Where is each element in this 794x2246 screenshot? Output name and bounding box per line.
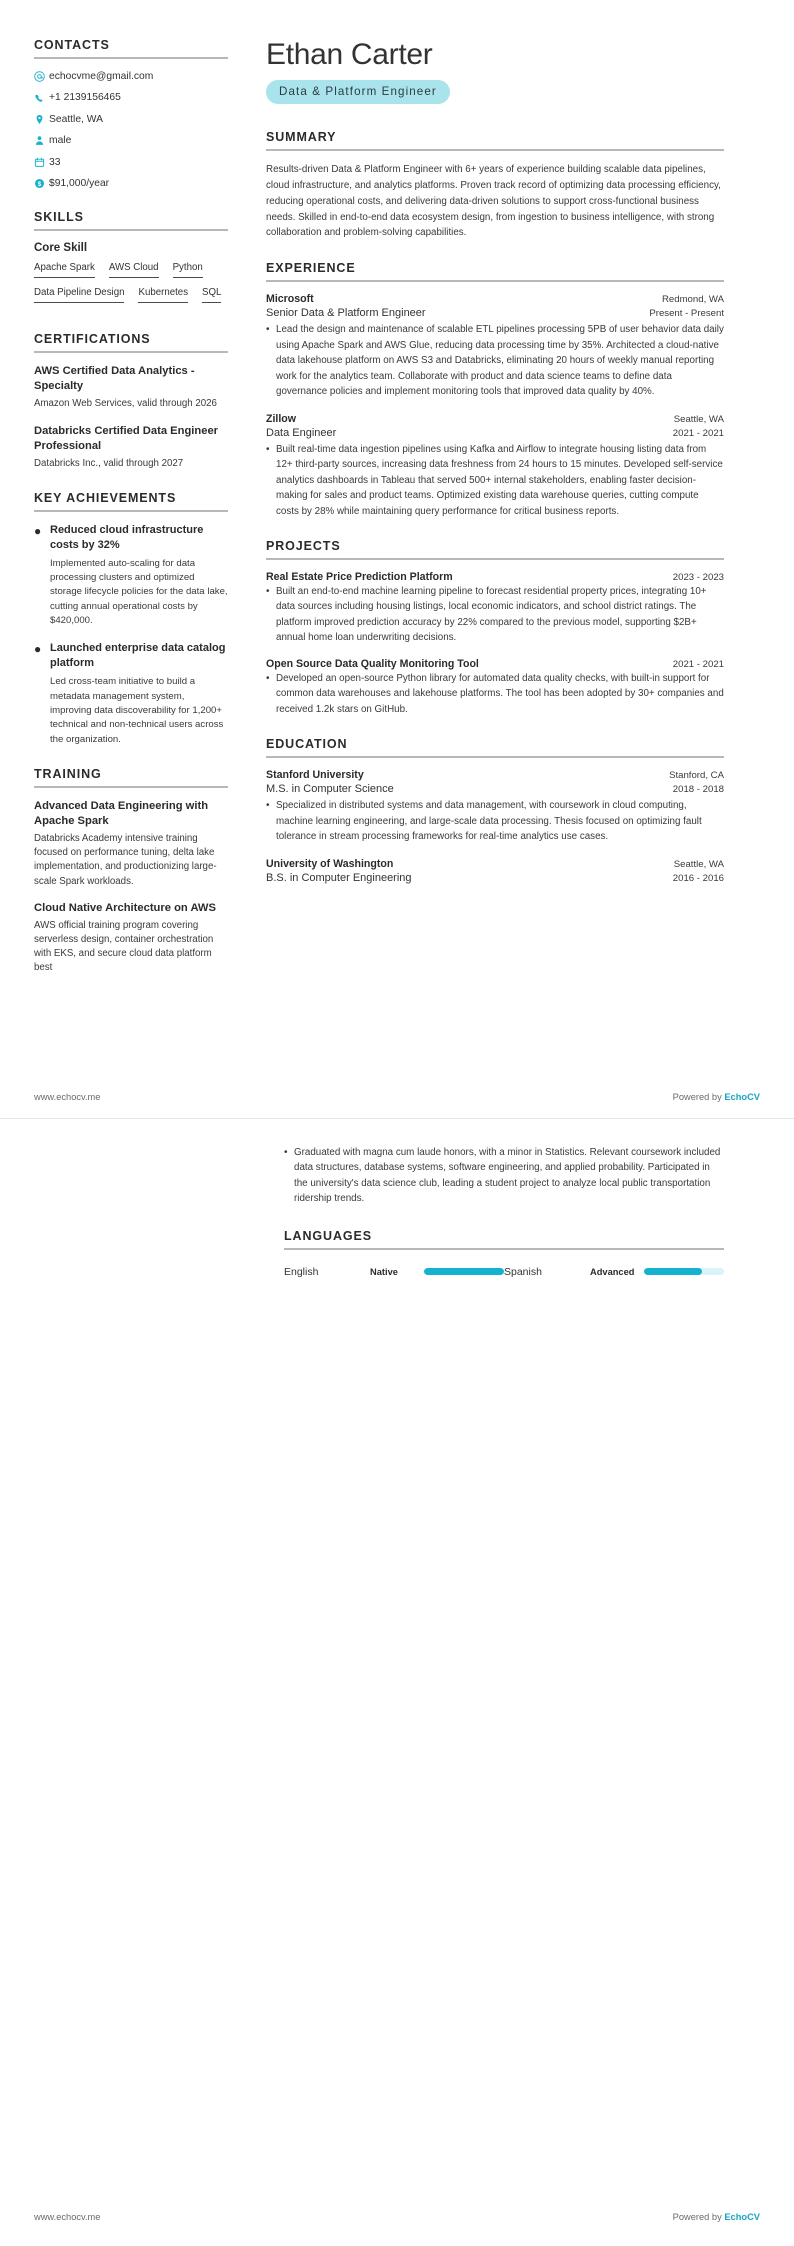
project-bullet-text: Built an end-to-end machine learning pipeline to forecast residential property prices, integrating 10+ data sources including housing listings, local economic indicators, and school district ratings. The platform improved prediction accuracy by 22% compared to the previous model, supporting $2B+ annual home loan underwriting decisions.: [276, 585, 707, 644]
bullet-icon: •: [266, 672, 270, 684]
bullet-icon: •: [266, 800, 270, 812]
footer-site[interactable]: www.echocv.me: [34, 2212, 101, 2222]
job-title-badge: Data & Platform Engineer: [266, 80, 450, 104]
education-item: [266, 769, 724, 844]
skill-chip: Data Pipeline Design: [34, 287, 124, 303]
language-level: Native: [370, 1266, 398, 1277]
section-education: [266, 737, 724, 883]
section-summary: [266, 130, 724, 241]
education-location: Stanford, CA: [669, 770, 724, 782]
education-dates: 2018 - 2018: [672, 784, 724, 796]
contacts-divider: [34, 57, 228, 59]
section-certifications: [34, 332, 228, 471]
certification-title: Databricks Certified Data Engineer Professional: [34, 424, 219, 452]
section-projects: [266, 539, 724, 717]
language-proficiency-bar: [644, 1268, 724, 1275]
experience-org: Zillow: [266, 412, 297, 425]
key-achievement-desc: Led cross-team initiative to build a metadata management system, improving data discoverability for 1,200+ technical and non-technical users across the organization.: [50, 676, 224, 745]
section-key-achievements: [34, 491, 228, 747]
footer-brand[interactable]: [673, 2212, 760, 2222]
education-location: Seattle, WA: [673, 858, 724, 870]
language-item: [284, 1266, 504, 1278]
certification-title: AWS Certified Data Analytics - Specialty: [34, 365, 195, 393]
footer-powered-prefix: Powered by: [672, 1092, 725, 1102]
project-bullet: [266, 584, 724, 646]
experience-org: Microsoft: [266, 293, 314, 306]
bullet-icon: •: [266, 443, 270, 455]
key-achievement-title: Reduced cloud infrastructure costs by 32%: [50, 523, 204, 551]
training-heading: TRAINING: [34, 767, 102, 782]
contact-gender-value: male: [49, 135, 72, 147]
contact-gender: [34, 134, 228, 147]
skill-chip: Apache Spark: [34, 262, 95, 278]
key-achievement-title: Launched enterprise data catalog platform: [50, 642, 226, 670]
project-item: [266, 658, 724, 717]
footer-brand[interactable]: [673, 1092, 760, 1102]
skills-list: [34, 262, 228, 312]
page-footer-2: [0, 2212, 794, 2222]
experience-dates: Present - Present: [649, 308, 724, 320]
person-icon: [34, 135, 49, 146]
contact-salary: [34, 177, 228, 190]
contact-phone-value: +1 2139156465: [49, 92, 121, 104]
experience-bullet: [266, 322, 724, 399]
training-item: [34, 799, 228, 888]
education-school: University of Washington: [266, 857, 394, 870]
svg-text:$: $: [37, 180, 42, 188]
summary-divider: [266, 149, 724, 151]
skill-chip: Python: [173, 262, 203, 278]
page-title: Ethan Carter: [266, 38, 433, 71]
summary-text: Results-driven Data & Platform Engineer with 6+ years of experience building scalable data pipelines, cloud infrastructure, and analytics platforms. Proven track record of optimizing data processing efficiency, reducing operational costs, and delivering data-driven solutions to support cross-functional business needs. Skilled in end-to-end data ecosystem design, from ingestion to business intelligence, with strong collaboration and problem-solving capabilities.: [266, 164, 721, 239]
skill-chip: Kubernetes: [138, 287, 188, 303]
footer-brand-name: EchoCV: [724, 1092, 760, 1102]
sidebar: [34, 38, 246, 995]
experience-bullet-text: Lead the design and maintenance of scalable ETL pipelines processing 5PB of user behavior data daily using Apache Spark and AWS Glue, reducing data processing time by 35%. Architected a cloud-native data lakehouse platform on AWS S3 and Databricks, eliminating 20 hours of weekly manual reporting work for the analytics team. Collaborate with product and data science teams to define data governance policies and implement monitoring tools that improved data quality by 40%.: [276, 324, 724, 398]
calendar-icon: [34, 157, 49, 168]
salary-icon: [34, 178, 49, 189]
bullet-icon: ●: [34, 642, 42, 657]
skill-chip: AWS Cloud: [109, 262, 159, 278]
project-name: Open Source Data Quality Monitoring Tool: [266, 657, 479, 670]
certification-issuer: Databricks Inc., valid through 2027: [34, 457, 184, 469]
experience-heading: EXPERIENCE: [266, 261, 356, 276]
email-icon: [34, 71, 49, 82]
education-item: [266, 858, 724, 884]
footer-site[interactable]: www.echocv.me: [34, 1092, 101, 1102]
experience-bullet: [266, 442, 724, 519]
resume-page-2: [0, 1144, 794, 1308]
bullet-icon: ●: [34, 523, 42, 538]
experience-item: [266, 293, 724, 399]
language-level: Advanced: [590, 1266, 635, 1277]
skill-chip: SQL: [202, 287, 221, 303]
location-icon: [34, 114, 49, 125]
contact-email-value: echocvme@gmail.com: [49, 71, 154, 82]
footer-powered-prefix: Powered by: [672, 2212, 725, 2222]
education-school: Stanford University: [266, 769, 364, 782]
project-dates: 2023 - 2023: [672, 571, 724, 583]
key-achievement-item: [34, 523, 228, 629]
projects-divider: [266, 558, 724, 560]
section-contacts: [34, 38, 228, 190]
experience-dates: 2021 - 2021: [672, 427, 724, 439]
key-achievements-divider: [34, 510, 228, 512]
education-bullet: [284, 1145, 724, 1207]
training-desc: Databricks Academy intensive training focused on performance tuning, delta lake implementation, and productionizing large-scale Spark workloads.: [34, 833, 217, 887]
page-break-divider: [0, 1118, 794, 1119]
certification-issuer: Amazon Web Services, valid through 2026: [34, 398, 217, 410]
contact-location-value: Seattle, WA: [49, 113, 103, 125]
contact-age-value: 33: [49, 156, 61, 168]
experience-role: Senior Data & Platform Engineer: [266, 307, 426, 320]
resume-header: [266, 38, 724, 104]
education-degree: B.S. in Computer Engineering: [266, 871, 412, 884]
contact-location: [34, 113, 228, 126]
language-proficiency-fill: [644, 1268, 702, 1275]
education-heading: EDUCATION: [266, 737, 348, 752]
certification-item: [34, 424, 228, 471]
language-item: [504, 1266, 724, 1278]
education-bullet-text: Graduated with magna cum laude honors, with a minor in Statistics. Relevant coursework included data structures, database systems, software engineering, and applied probability. Participated in the university's data science club, leading a student project to analyze local public transportation ridership trends.: [294, 1147, 721, 1205]
project-name: Real Estate Price Prediction Platform: [266, 570, 453, 583]
experience-bullet-text: Built real-time data ingestion pipelines using Kafka and Airflow to integrate housing listing data from 12+ third-party sources, increasing data freshness from 24 hours to 15 minutes. Developed self-service analytics dashboards in Tableau that served 500+ internal stakeholders, enabling faster decision-making for sales and product teams. Optimized existing data warehouse queries, cutting compute costs by 28% while maintaining query performance for critical business reports.: [276, 443, 723, 517]
language-proficiency-bar: [424, 1268, 504, 1275]
footer-brand-name: EchoCV: [724, 2212, 760, 2222]
education-bullet-text: Specialized in distributed systems and data management, with coursework in cloud computing, machine learning engineering, and large-scale data processing. Thesis focused on optimizing fault tolerance in stream processing frameworks for real-time analytics use cases.: [276, 800, 702, 843]
training-divider: [34, 786, 228, 788]
section-training: [34, 767, 228, 975]
key-achievements-heading: KEY ACHIEVEMENTS: [34, 490, 177, 505]
contact-email[interactable]: [34, 70, 228, 83]
certifications-heading: CERTIFICATIONS: [34, 332, 151, 347]
experience-divider: [266, 280, 724, 282]
experience-item: [266, 413, 724, 519]
bullet-icon: •: [284, 1147, 288, 1158]
education-divider: [266, 756, 724, 758]
contact-age: [34, 156, 228, 169]
page-footer-1: [0, 1092, 794, 1102]
summary-heading: SUMMARY: [266, 130, 337, 144]
key-achievement-item: [34, 641, 228, 747]
resume-page-1: [0, 0, 794, 995]
key-achievement-desc: Implemented auto-scaling for data processing clusters and optimized storage lifecycle policies for the data lake, cutting annual operational costs by $420,000.: [50, 557, 228, 627]
languages-list: [284, 1266, 724, 1288]
skills-heading: SKILLS: [34, 210, 84, 225]
main-content: [246, 38, 724, 904]
certifications-divider: [34, 351, 228, 353]
projects-heading: PROJECTS: [266, 538, 341, 553]
education-dates: 2016 - 2016: [672, 872, 724, 884]
training-item: [34, 901, 228, 975]
language-proficiency-fill: [424, 1268, 504, 1275]
skills-divider: [34, 229, 228, 231]
training-title: Cloud Native Architecture on AWS: [34, 901, 216, 914]
language-name: Spanish: [504, 1265, 542, 1278]
certification-item: [34, 364, 228, 411]
education-degree: M.S. in Computer Science: [266, 783, 394, 796]
experience-location: Redmond, WA: [661, 294, 724, 306]
languages-heading: LANGUAGES: [284, 1228, 372, 1243]
section-experience: [266, 261, 724, 519]
section-languages: [284, 1229, 724, 1288]
phone-icon: [34, 93, 49, 104]
training-title: Advanced Data Engineering with Apache Spark: [34, 800, 209, 828]
project-bullet: [266, 671, 724, 717]
project-bullet-text: Developed an open-source Python library for automated data quality checks, with built-in support for common data warehouses and lakehouse platforms. The tool has been adopted by 30+ companies and received 1.2k stars on GitHub.: [276, 672, 724, 715]
project-dates: 2021 - 2021: [672, 658, 724, 670]
languages-divider: [284, 1248, 724, 1250]
skills-group-title: Core Skill: [34, 242, 88, 255]
contact-salary-value: $91,000/year: [49, 177, 110, 189]
contacts-heading: CONTACTS: [34, 38, 110, 52]
experience-location: Seattle, WA: [673, 413, 724, 425]
section-skills: [34, 210, 228, 312]
training-desc: AWS official training program covering serverless design, container orchestration with EKS, and secure cloud data platform best: [34, 919, 214, 973]
experience-role: Data Engineer: [266, 426, 337, 439]
bullet-icon: •: [266, 585, 270, 597]
contact-phone[interactable]: [34, 91, 228, 104]
education-bullet: [266, 798, 724, 844]
language-name: English: [284, 1265, 319, 1278]
project-item: [266, 571, 724, 646]
bullet-icon: •: [266, 324, 270, 336]
